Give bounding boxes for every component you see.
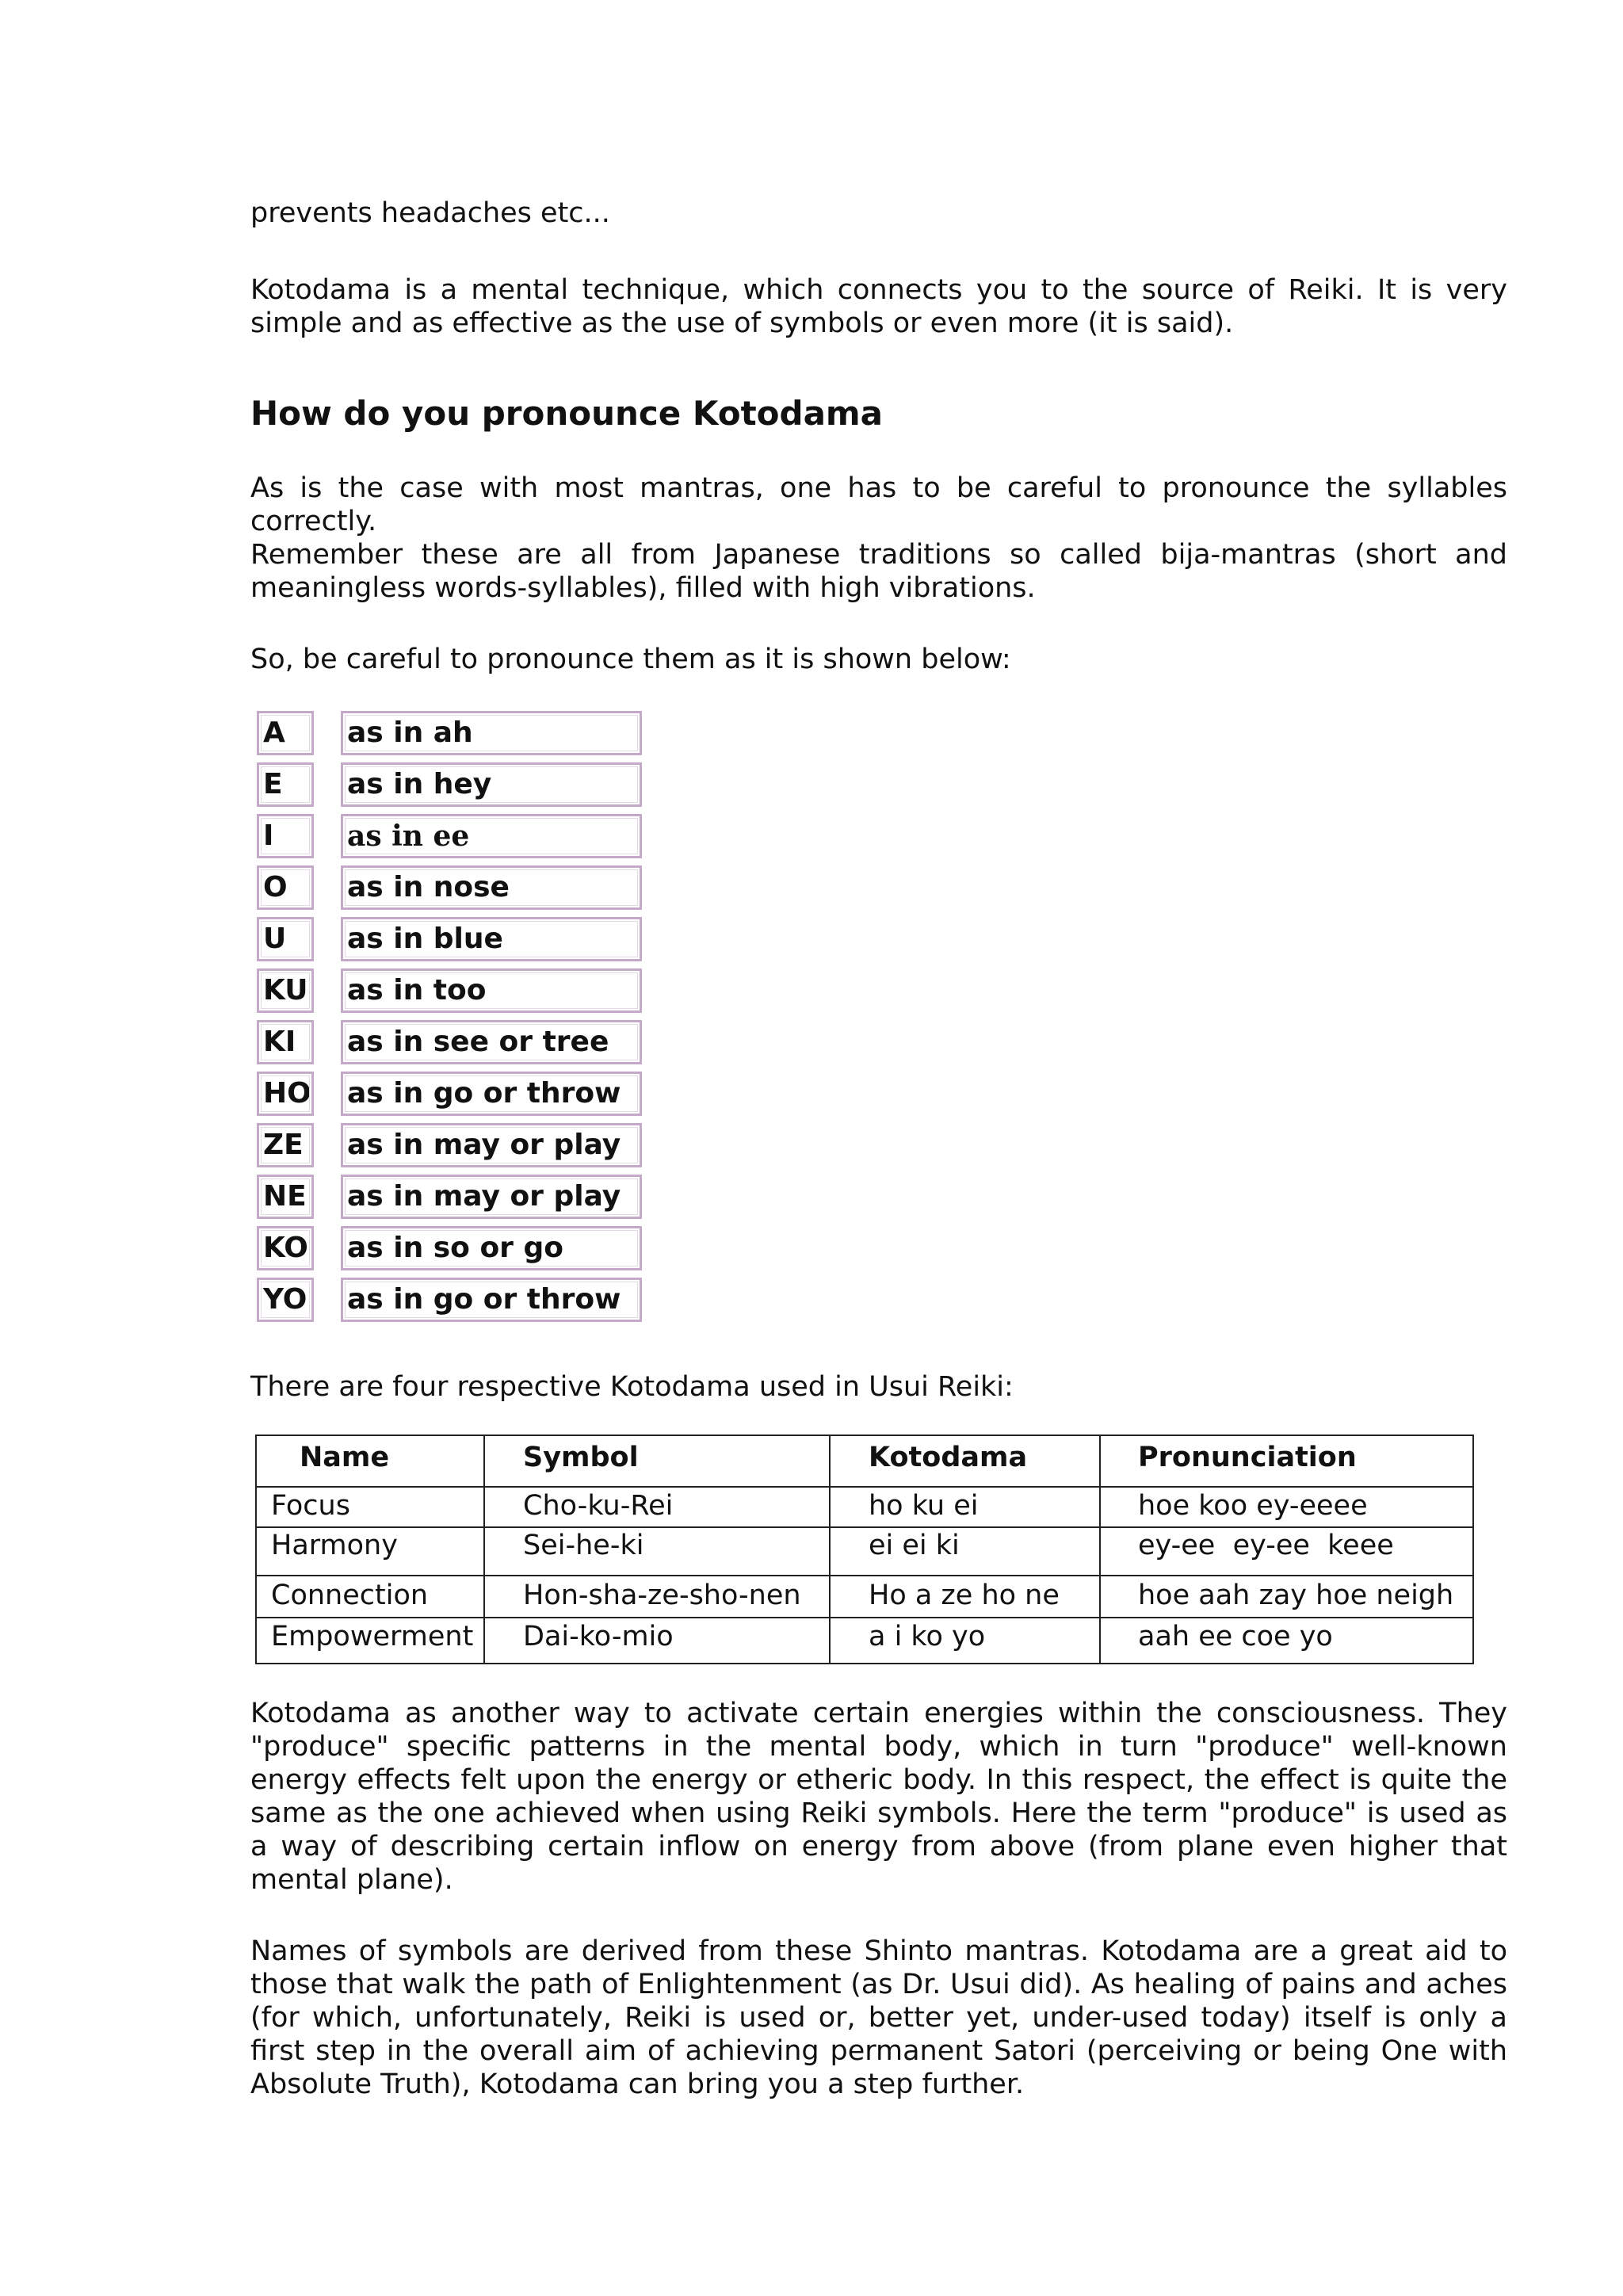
pronunciation-row bbox=[257, 814, 645, 858]
cell-symbol: Sei-he-ki bbox=[523, 1530, 644, 1561]
pronunciation-row bbox=[257, 1123, 645, 1167]
pronunciation-row bbox=[257, 1020, 645, 1064]
row-divider bbox=[257, 1575, 1472, 1576]
cell-kotodama: ei ei ki bbox=[869, 1530, 960, 1561]
header-pronunciation: Pronunciation bbox=[1138, 1442, 1357, 1473]
pronounce-paragraph-2: Remember these are all from Japanese traditions so called bija-mantras (short and meaningless words-syllables), filled with high vibrations. bbox=[250, 539, 1507, 604]
syllable-cell: U bbox=[257, 917, 314, 961]
table-lead: There are four respective Kotodama used in Usui Reiki: bbox=[250, 1371, 1014, 1403]
syllable-cell: I bbox=[257, 814, 314, 858]
sound-cell: as in nose bbox=[341, 865, 642, 910]
cell-kotodama: a i ko yo bbox=[869, 1621, 986, 1652]
syllable-cell: NE bbox=[257, 1175, 314, 1219]
cell-symbol: Dai-ko-mio bbox=[523, 1621, 674, 1652]
pronunciation-row bbox=[257, 865, 645, 910]
cell-name: Harmony bbox=[271, 1530, 398, 1561]
cell-name: Empowerment bbox=[271, 1621, 474, 1652]
intro-fragment: prevents headaches etc... bbox=[250, 197, 610, 229]
sound-cell: as in so or go bbox=[341, 1226, 642, 1270]
cell-kotodama: Ho a ze ho ne bbox=[869, 1580, 1060, 1611]
sound-cell: as in go or throw bbox=[341, 1072, 642, 1116]
sound-cell: as in may or play bbox=[341, 1123, 642, 1167]
syllable-cell: ZE bbox=[257, 1123, 314, 1167]
row-divider bbox=[257, 1526, 1472, 1528]
closing-paragraph-1: Kotodama as another way to activate certain energies within the consciousness. They "produce" specific patterns in the mental body, which in turn "produce" well-known energy effects felt upon the energy or etheric body. In this respect, the effect is quite the same as the one achieved when using Reiki symbols. Here the term "produce" is used as a way of describing certain inflow on energy from above (from plane even higher that mental plane). bbox=[250, 1698, 1507, 1896]
sound-cell: as in ee bbox=[341, 814, 642, 858]
cell-pronunciation: hoe koo ey-eeee bbox=[1138, 1490, 1368, 1522]
row-divider bbox=[257, 1617, 1472, 1618]
cell-pronunciation: aah ee coe yo bbox=[1138, 1621, 1333, 1652]
sound-cell: as in go or throw bbox=[341, 1278, 642, 1322]
sound-cell: as in too bbox=[341, 968, 642, 1013]
pronunciation-row bbox=[257, 917, 645, 961]
cell-symbol: Cho-ku-Rei bbox=[523, 1490, 674, 1522]
pronounce-lead: So, be careful to pronounce them as it is shown below: bbox=[250, 644, 1011, 675]
syllable-cell: A bbox=[257, 711, 314, 755]
kotodama-table bbox=[255, 1435, 1474, 1664]
cell-name: Connection bbox=[271, 1580, 429, 1611]
cell-name: Focus bbox=[271, 1490, 350, 1522]
sound-cell: as in hey bbox=[341, 762, 642, 807]
column-divider bbox=[1099, 1436, 1101, 1663]
sound-cell: as in see or tree bbox=[341, 1020, 642, 1064]
column-divider bbox=[829, 1436, 831, 1663]
pronunciation-row bbox=[257, 1175, 645, 1219]
cell-pronunciation: hoe aah zay hoe neigh bbox=[1138, 1580, 1454, 1611]
syllable-cell: YO bbox=[257, 1278, 314, 1322]
section-heading: How do you pronounce Kotodama bbox=[250, 394, 884, 433]
syllable-cell: KO bbox=[257, 1226, 314, 1270]
sound-cell: as in blue bbox=[341, 917, 642, 961]
pronunciation-row bbox=[257, 1072, 645, 1116]
closing-paragraph-2: Names of symbols are derived from these Shinto mantras. Kotodama are a great aid to those that walk the path of Enlightenment (as Dr. Usui did). As healing of pains and aches (for which, unfortunately, Reiki is used or, better yet, under-used today) itself is only a first step in the overall aim of achieving permanent Satori (perceiving or being One with Absolute Truth), Kotodama can bring you a step further. bbox=[250, 1935, 1507, 2100]
header-kotodama: Kotodama bbox=[869, 1442, 1028, 1473]
pronunciation-row bbox=[257, 1278, 645, 1322]
syllable-cell: KI bbox=[257, 1020, 314, 1064]
cell-symbol: Hon-sha-ze-sho-nen bbox=[523, 1580, 801, 1611]
sound-cell: as in may or play bbox=[341, 1175, 642, 1219]
syllable-cell: HO bbox=[257, 1072, 314, 1116]
pronunciation-row bbox=[257, 762, 645, 807]
cell-pronunciation: ey-ee ey-ee keee bbox=[1138, 1530, 1394, 1561]
pronunciation-row bbox=[257, 968, 645, 1013]
pronounce-paragraph-1: As is the case with most mantras, one has to be careful to pronounce the syllables correctly. bbox=[250, 472, 1507, 537]
column-divider bbox=[483, 1436, 485, 1663]
pronunciation-row bbox=[257, 1226, 645, 1270]
cell-kotodama: ho ku ei bbox=[869, 1490, 979, 1522]
header-symbol: Symbol bbox=[523, 1442, 639, 1473]
syllable-cell: E bbox=[257, 762, 314, 807]
sound-cell: as in ah bbox=[341, 711, 642, 755]
pronunciation-row bbox=[257, 711, 645, 755]
row-divider bbox=[257, 1486, 1472, 1488]
header-name: Name bbox=[300, 1442, 390, 1473]
intro-paragraph: Kotodama is a mental technique, which connects you to the source of Reiki. It is very simple and as effective as the use of symbols or even more (it is said). bbox=[250, 274, 1507, 339]
syllable-cell: KU bbox=[257, 968, 314, 1013]
syllable-cell: O bbox=[257, 865, 314, 910]
